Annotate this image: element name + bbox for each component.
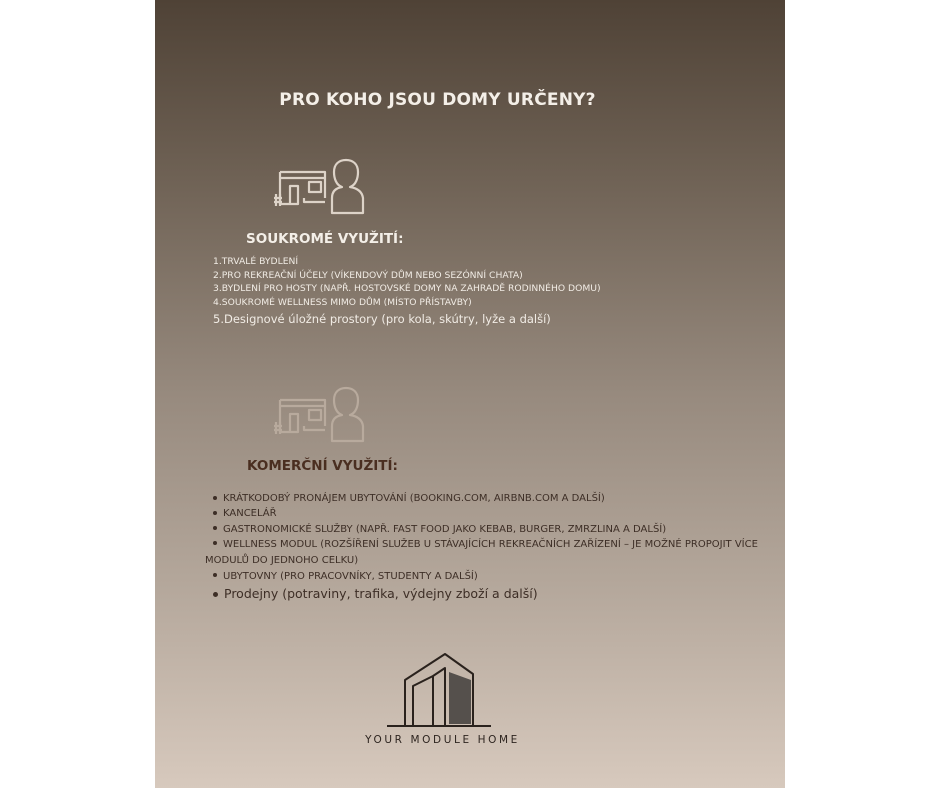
house-with-person-icon (270, 386, 368, 446)
private-use-list (213, 255, 601, 327)
page-title: PRO KOHO JSOU DOMY URČENY? (279, 90, 596, 110)
private-use-heading: SOUKROMÉ VYUŽITÍ: (246, 231, 404, 247)
list-item: 4.SOUKROMÉ WELLNESS MIMO DŮM (MÍSTO PŘÍSTAVBY) (213, 296, 472, 308)
brand-name: YOUR MODULE HOME (365, 734, 520, 746)
list-item: UBYTOVNY (PRO PRACOVNÍKY, STUDENTY A DALŠÍ) (205, 569, 765, 584)
list-item: 1.TRVALÉ BYDLENÍ (213, 256, 299, 267)
list-item: KRÁTKODOBÝ PRONÁJEM UBYTOVÁNÍ (BOOKING.COM, AIRBNB.COM A DALŠÍ) (205, 491, 765, 506)
house-with-person-icon (270, 158, 368, 218)
list-item: KANCELÁŘ (205, 506, 765, 521)
list-item: 2.PRO REKREAČNÍ ÚČELY (VÍKENDOVÝ DŮM NEBO SEZÓNNÍ CHATA) (213, 269, 523, 281)
list-item: WELLNESS MODUL (ROZŠÍŘENÍ SLUŽEB U STÁVAJÍCÍCH REKREAČNÍCH ZAŘÍZENÍ – JE MOŽNÉ PROPOJIT VÍCE MODULŮ DO JEDNOHO CELKU) (205, 538, 758, 566)
list-item: 5.Designové úložné prostory (pro kola, skútry, lyže a další) (213, 312, 551, 326)
building-logo-icon (383, 650, 495, 730)
list-item: GASTRONOMICKÉ SLUŽBY (NAPŘ. FAST FOOD JAKO KEBAB, BURGER, ZMRZLINA A DALŠÍ) (205, 522, 765, 537)
document-page (155, 0, 785, 788)
commercial-use-heading: KOMERČNÍ VYUŽITÍ: (247, 458, 398, 474)
commercial-use-list (205, 491, 765, 603)
list-item: Prodejny (potraviny, trafika, výdejny zboží a další) (205, 585, 765, 603)
list-item: 3.BYDLENÍ PRO HOSTY (NAPŘ. HOSTOVSKÉ DOMY NA ZAHRADĚ RODINNÉHO DOMU) (213, 283, 601, 294)
